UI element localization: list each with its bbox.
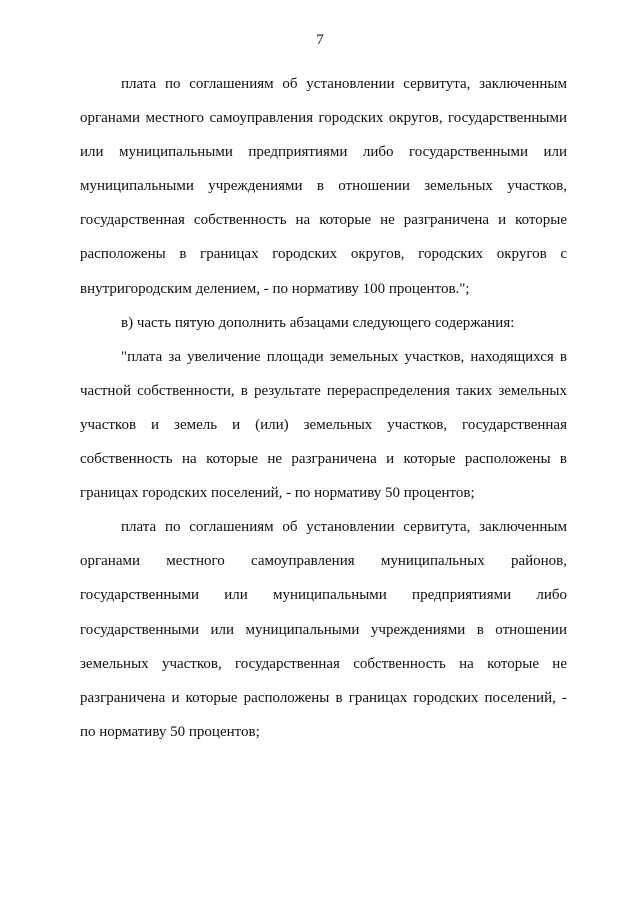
page-number: 7 (316, 32, 324, 48)
text-line: земельных участков, государственная собственность на которые не (80, 655, 567, 672)
text-line: плата по соглашениям об установлении сервитута, заключенным (121, 76, 567, 92)
text-line: разграничена и которые расположены в границах городских поселений, - (80, 689, 567, 706)
text-line: границах городских поселений, - по нормативу 50 процентов; (80, 485, 475, 502)
text-line: в) часть пятую дополнить абзацами следующего содержания: (121, 314, 515, 331)
text-line: государственными или муниципальными учреждениями в отношении (80, 621, 567, 638)
text-line: органами местного самоуправления муниципальных районов, (80, 553, 567, 570)
text-line: государственная собственность на которые не разграничена и которые (80, 212, 567, 229)
text-line: органами местного самоуправления городских округов, государственными (80, 110, 567, 127)
document-body (80, 67, 567, 749)
text-line: внутригородским делением, - по нормативу 100 процентов."; (80, 280, 470, 297)
text-line: расположены в границах городских округов, городских округов с (80, 246, 567, 263)
text-line: "плата за увеличение площади земельных участков, находящихся в (121, 348, 567, 365)
paragraph-servitude-municipal-districts (80, 510, 567, 749)
text-line: собственность на которые не разграничена и которые расположены в (80, 451, 567, 468)
text-line: или муниципальными предприятиями либо государственными или (80, 144, 567, 161)
text-line: государственными или муниципальными предприятиями либо (80, 587, 567, 604)
paragraph-servitude-city-districts (80, 67, 567, 306)
text-line: плата по соглашениям об установлении сервитута, заключенным (121, 519, 567, 536)
paragraph-amendment-intro (80, 306, 567, 340)
paragraph-land-area-increase (80, 340, 567, 510)
text-line: муниципальными учреждениями в отношении земельных участков, (80, 178, 567, 195)
text-line: по нормативу 50 процентов; (80, 723, 260, 740)
text-line: участков и земель и (или) земельных участков, государственная (80, 416, 567, 433)
text-line: частной собственности, в результате перераспределения таких земельных (80, 382, 567, 399)
